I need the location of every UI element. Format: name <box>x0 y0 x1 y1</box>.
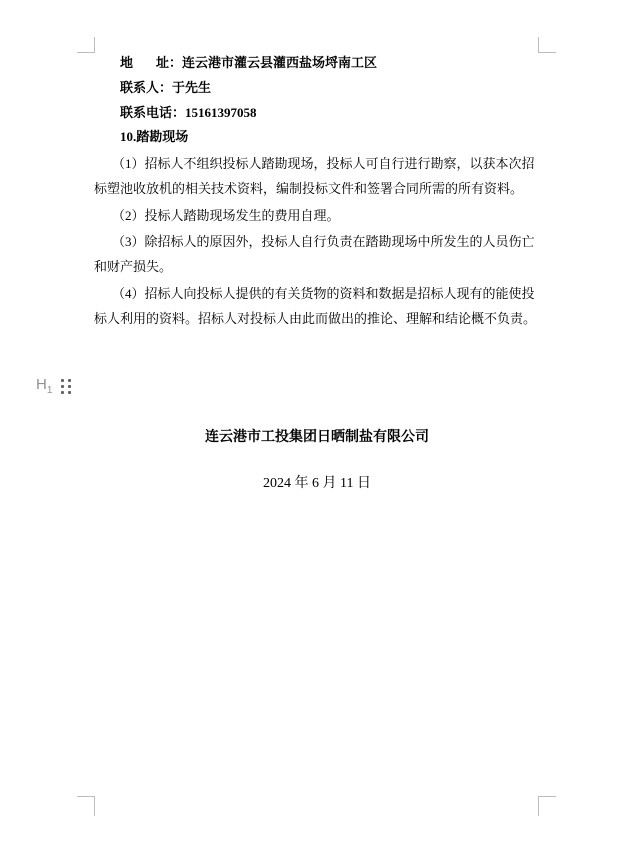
paragraph-3-line-2: 和财产损失。 <box>94 259 173 274</box>
drag-dot <box>61 379 64 382</box>
paragraph-4-line-2: 标人利用的资料。招标人对投标人由此而做出的推论、理解和结论概不负责。 <box>94 310 537 326</box>
paragraph-1-line-2: 标塑池收放机的相关技术资料，编制投标文件和签署合同所需的所有资料。 <box>94 180 524 196</box>
drag-dot <box>68 379 71 382</box>
heading-badge-letter: H <box>36 376 47 393</box>
signature-date: 2024 年 6 月 11 日 <box>263 476 371 491</box>
paragraph-2-line-1: （2）投标人踏勘现场发生的费用自理。 <box>112 207 340 223</box>
paragraph-4-line-1: （4）招标人向投标人提供的有关货物的资料和数据是招标人现有的能使投 <box>112 285 535 301</box>
address-label-tail: 址： <box>156 55 183 70</box>
drag-dot <box>68 391 71 394</box>
paragraph-1-line-1: （1）招标人不组织投标人踏勘现场，投标人可自行进行勘察，以获本次招 <box>112 156 535 171</box>
paragraph-4 <box>94 282 544 332</box>
heading-level-badge[interactable] <box>36 377 52 396</box>
section-heading: 10.踏勘现场 <box>120 129 189 145</box>
crop-mark-bottom-right <box>538 796 556 816</box>
address-line <box>94 51 544 76</box>
contact-phone-line: 联系电话：15161397058 <box>120 104 257 120</box>
drag-dot <box>61 391 64 394</box>
contact-person-line: 联系人：于先生 <box>120 79 212 95</box>
document-body <box>94 51 544 331</box>
signature-company: 连云港市工投集团日晒制盐有限公司 <box>205 430 429 445</box>
paragraph-1 <box>94 152 544 202</box>
heading-badge-level: 1 <box>46 385 53 396</box>
paragraph-3-line-1: （3）除招标人的原因外，投标人自行负责在踏勘现场中所发生的人员伤亡 <box>112 234 535 250</box>
block-marker <box>36 377 71 396</box>
crop-mark-top-left <box>77 37 95 53</box>
address-label-head: 地 <box>120 55 134 70</box>
drag-dot <box>68 385 71 388</box>
address-value: 连云港市灌云县灌西盐场埒南工区 <box>182 55 378 70</box>
paragraph-3 <box>94 230 544 280</box>
crop-mark-bottom-left <box>77 796 95 816</box>
drag-dot <box>61 385 64 388</box>
paragraph-2 <box>94 204 544 229</box>
drag-handle-icon[interactable] <box>61 379 71 394</box>
